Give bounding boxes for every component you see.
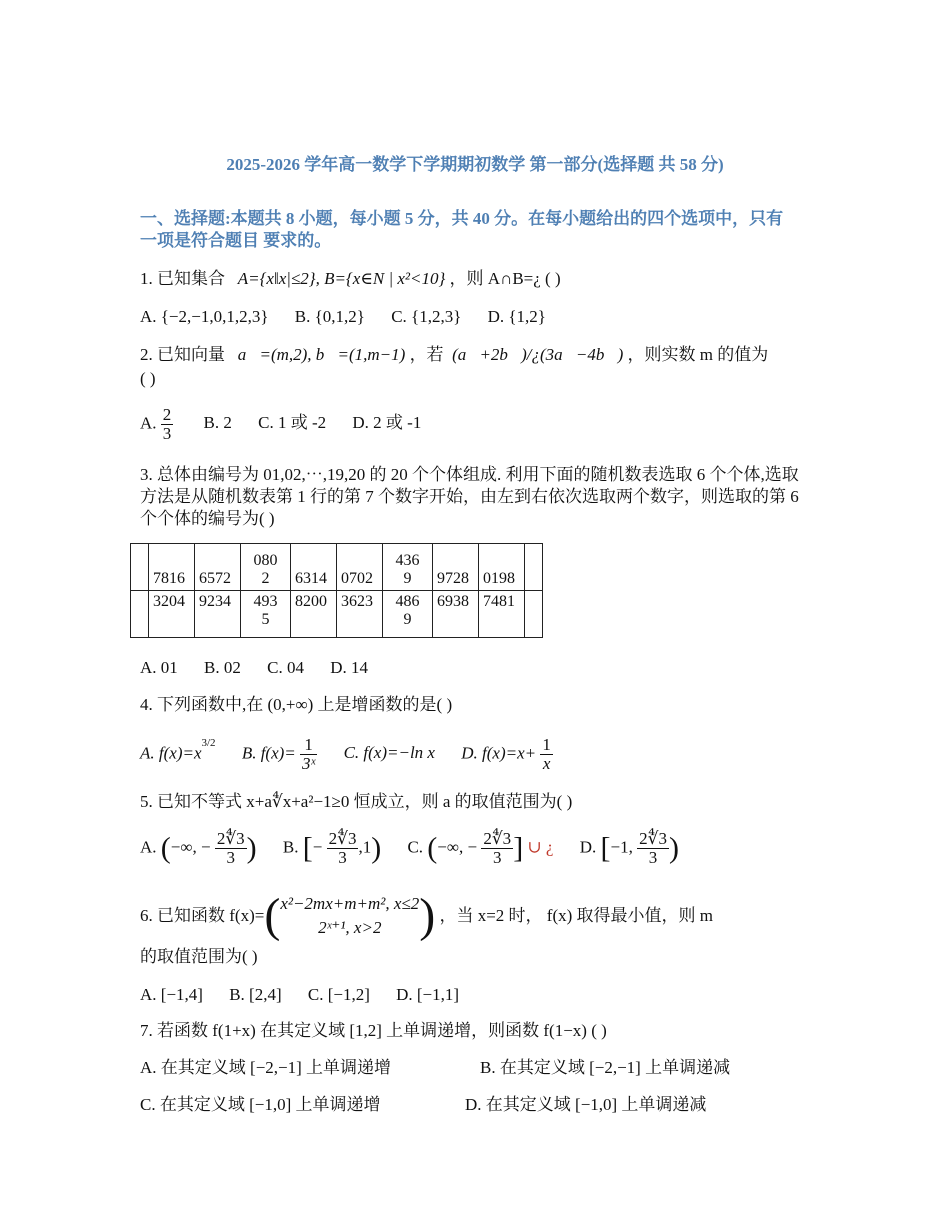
fraction-numerator: 2 xyxy=(162,405,172,424)
q2-suffix: ，则实数 m 的值为 xyxy=(627,345,769,364)
right-brace-icon: ) xyxy=(419,889,436,942)
fraction-denominator: 3 xyxy=(338,848,347,867)
table-cell: 080 2 xyxy=(241,544,291,591)
q5-option-d-fraction xyxy=(637,830,669,867)
q2-option-a[interactable] xyxy=(140,406,173,443)
table-cell: 3204 xyxy=(149,591,195,638)
table-cell xyxy=(525,591,543,638)
q3-option-a[interactable]: A. 01 xyxy=(140,658,178,677)
question-2 xyxy=(140,344,768,366)
q4-option-d-fraction xyxy=(540,736,553,773)
q5-option-d-label: D. xyxy=(579,837,597,857)
q5-option-c-pre: −∞, − xyxy=(437,837,478,857)
q5-options xyxy=(140,830,701,867)
q6-piecewise xyxy=(280,892,419,940)
table-cell: 0198 xyxy=(479,544,525,591)
table-cell: 8200 xyxy=(291,591,337,638)
q5-option-b-label: B. xyxy=(282,837,299,857)
q2-expr2: (a⃗+2b⃗)/¿(3a⃗−4b⃗) xyxy=(452,345,624,364)
q7-option-b[interactable]: B. 在其定义域 [−2,−1] 上单调递减 xyxy=(480,1058,731,1077)
q4-option-b-text: B. f(x)= xyxy=(241,743,296,763)
q5-option-a-pre: −∞, − xyxy=(170,837,211,857)
right-paren-icon: ) xyxy=(668,831,679,865)
table-cell: 7816 xyxy=(149,544,195,591)
q2-paren: ( ) xyxy=(140,369,156,388)
fraction-numerator: 2∜3 xyxy=(639,829,667,848)
q2-option-a-fraction xyxy=(161,406,174,443)
q5-option-b-fraction xyxy=(327,830,359,867)
q4-option-a-text: A. f(x)=x xyxy=(140,743,202,763)
fraction-denominator: 3 xyxy=(493,848,502,867)
random-number-table xyxy=(130,543,543,638)
fraction-denominator: 3ˣ xyxy=(302,754,316,773)
q4-option-c[interactable] xyxy=(344,742,435,764)
q4-option-b[interactable] xyxy=(242,736,318,773)
q4-option-a-exponent: 3/2 xyxy=(201,736,216,749)
q5-option-c-post: ∪ ¿ xyxy=(527,837,554,857)
question-5: 5. 已知不等式 x+a∜x+a²−1≥0 恒成立，则 a 的取值范围为( ) xyxy=(140,792,573,811)
q6-option-b[interactable]: B. [2,4] xyxy=(229,985,282,1004)
table-cell: 486 9 xyxy=(383,591,433,638)
table-cell: 3623 xyxy=(337,591,383,638)
page-title: 2025-2026 学年高一数学下学期期初数学 第一部分(选择题 共 58 分) xyxy=(226,155,724,174)
right-bracket-icon: ] xyxy=(513,831,524,865)
q2-mid: ，若 xyxy=(409,345,444,364)
q1-option-a[interactable]: A. {−2,−1,0,1,2,3} xyxy=(140,307,269,326)
fraction-numerator: 2∜3 xyxy=(483,829,512,848)
q5-option-a-label: A. xyxy=(140,837,157,857)
q2-prefix: 2. 已知向量 xyxy=(140,345,225,364)
q5-option-d[interactable] xyxy=(580,830,679,867)
q3-option-d[interactable]: D. 14 xyxy=(330,658,368,677)
q1-options xyxy=(140,306,568,328)
question-4: 4. 下列函数中,在 (0,+∞) 上是增函数的是( ) xyxy=(140,695,453,714)
q7-option-a[interactable]: A. 在其定义域 [−2,−1] 上单调递增 xyxy=(140,1058,392,1077)
q5-option-d-pre: −1, xyxy=(610,837,633,857)
table-cell: 436 9 xyxy=(383,544,433,591)
fraction-numerator: 2∜3 xyxy=(328,829,357,848)
q6-case-2: 2ˣ⁺¹, x>2 xyxy=(318,918,382,937)
left-paren-icon: ( xyxy=(427,831,438,865)
table-cell: 7481 xyxy=(479,591,525,638)
left-bracket-icon: [ xyxy=(600,831,611,865)
left-paren-icon: ( xyxy=(160,831,171,865)
table-cell: 0702 xyxy=(337,544,383,591)
table-cell: 493 5 xyxy=(241,591,291,638)
q3-option-b[interactable]: B. 02 xyxy=(204,658,241,677)
fraction-denominator: 3 xyxy=(162,424,172,443)
question-3: 3. 总体由编号为 01,02,⋯,19,20 的 20 个个体组成. 利用下面的随机数表选取 6 个个体,选取方法是从随机数表第 1 行的第 7 个数字开始，由左到右依次选取两个数字，则选取的第 6 个个体的编号为( ) xyxy=(140,465,799,528)
q2-option-b[interactable]: B. 2 xyxy=(203,413,232,433)
q6-option-a[interactable]: A. [−1,4] xyxy=(140,985,203,1004)
q1-option-d[interactable]: D. {1,2} xyxy=(487,307,546,326)
fraction-denominator: x xyxy=(542,754,551,773)
q3-option-c[interactable]: C. 04 xyxy=(267,658,304,677)
table-cell: 9728 xyxy=(433,544,479,591)
q3-options xyxy=(140,657,390,679)
fraction-numerator: 2∜3 xyxy=(216,829,245,848)
q4-option-d[interactable] xyxy=(461,736,553,773)
q1-option-b[interactable]: B. {0,1,2} xyxy=(294,307,365,326)
fraction-denominator: 3 xyxy=(648,848,658,867)
q2-expr: a⃗=(m,2), b⃗=(1,m−1) xyxy=(237,345,406,364)
table-cell: 6572 xyxy=(195,544,241,591)
q6-case-1: x²−2mx+m+m², x≤2 xyxy=(280,894,420,913)
q7-option-c[interactable]: C. 在其定义域 [−1,0] 上单调递增 xyxy=(140,1095,381,1114)
q5-option-a[interactable] xyxy=(140,830,257,867)
table-cell xyxy=(131,591,149,638)
q6-line-2: 的取值范围为( ) xyxy=(140,947,258,966)
q4-option-d-text: D. f(x)=x+ xyxy=(461,743,537,763)
fraction-numerator: 1 xyxy=(300,736,317,755)
q1-prefix: 1. 已知集合 xyxy=(140,269,225,288)
right-paren-icon: ) xyxy=(371,831,382,865)
q1-suffix: ，则 A∩B=¿ ( ) xyxy=(449,269,561,288)
q6-prefix: 6. 已知函数 f(x)= xyxy=(140,906,265,925)
fraction-denominator: 3 xyxy=(226,848,235,867)
table-cell xyxy=(525,544,543,591)
q4-option-a[interactable] xyxy=(140,738,216,765)
table-cell xyxy=(131,544,149,591)
q2-option-c[interactable]: C. 1 或 -2 xyxy=(258,413,327,433)
q2-options xyxy=(140,406,443,443)
q1-expr: A={x‖x|≤2}, B={x∈N | x²<10} xyxy=(237,269,446,288)
q5-option-c-fraction xyxy=(481,830,513,867)
q5-option-b[interactable] xyxy=(283,830,381,867)
question-7: 7. 若函数 f(1+x) 在其定义域 [1,2] 上单调递增，则函数 f(1−x) ( ) xyxy=(140,1021,607,1040)
table-cell: 6314 xyxy=(291,544,337,591)
q5-option-c[interactable] xyxy=(407,830,553,867)
q2-option-d[interactable]: D. 2 或 -1 xyxy=(352,413,422,433)
q2-option-a-label: A. xyxy=(140,413,157,433)
q4-option-c-text: C. f(x)=−ln x xyxy=(343,743,435,763)
q6-option-c[interactable]: C. [−1,2] xyxy=(307,985,370,1004)
table-row xyxy=(131,591,543,638)
q5-option-a-fraction xyxy=(215,830,247,867)
q7-option-d[interactable]: D. 在其定义域 [−1,0] 上单调递减 xyxy=(465,1095,707,1114)
fraction-numerator: 1 xyxy=(542,735,551,754)
q6-options xyxy=(140,984,481,1006)
right-paren-icon: ) xyxy=(246,831,257,865)
q5-option-c-label: C. xyxy=(407,837,424,857)
left-brace-icon: ( xyxy=(264,889,281,942)
question-1 xyxy=(140,268,561,290)
table-cell: 9234 xyxy=(195,591,241,638)
q6-option-d[interactable]: D. [−1,1] xyxy=(396,985,460,1004)
q5-option-b-post: ,1 xyxy=(358,837,372,857)
question-6 xyxy=(140,889,713,942)
table-cell: 6938 xyxy=(433,591,479,638)
q6-suffix: ，当 x=2 时， f(x) 取得最小值，则 m xyxy=(439,906,713,925)
left-bracket-icon: [ xyxy=(302,831,313,865)
q5-option-b-pre: − xyxy=(312,837,323,857)
q4-option-b-fraction xyxy=(300,736,317,773)
section-heading: 一、选择题:本题共 8 小题，每小题 5 分，共 40 分。在每小题给出的四个选项中，只有一项是符合题目 要求的。 xyxy=(140,209,784,250)
q1-option-c[interactable]: C. {1,2,3} xyxy=(391,307,462,326)
q4-options xyxy=(140,736,575,773)
table-row xyxy=(131,544,543,591)
